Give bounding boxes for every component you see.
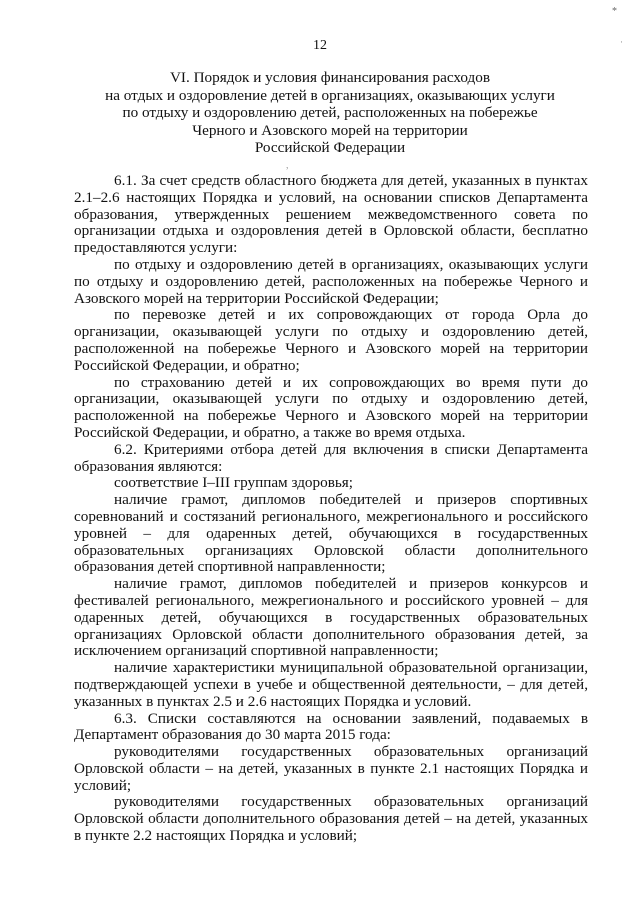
paragraph: по перевозке детей и их сопровождающих от города Орла до организации, оказывающей услуги по отдыху и оздоровлению детей, расположенной на побережье Черного и Азовского морей на территории Российской Федерации, и обратно; [74, 306, 588, 374]
paragraph: руководителями государственных образовательных организаций Орловской области – на детей, указанных в пункте 2.1 настоящих Порядка и условий; [74, 743, 588, 794]
paragraph: наличие характеристики муниципальной образовательной организации, подтверждающей успехи в учебе и общественной деятельности, – для детей, указанных в пунктах 2.5 и 2.6 настоящих Порядка и условий. [74, 659, 588, 710]
page-number: 12 [313, 38, 327, 53]
heading-line: Черного и Азовского морей на территории [192, 121, 468, 139]
section-heading [95, 69, 565, 157]
paragraph: руководителями государственных образовательных организаций Орловской области дополнительного образования детей – на детей, указанных в пункте 2.2 настоящих Порядка и условий; [74, 793, 588, 845]
paragraph: по отдыху и оздоровлению детей в организациях, оказывающих услуги по отдыху и оздоровлению детей, расположенных на побережье Черного и Азовского морей на территории Российской Федерации; [74, 255, 588, 307]
paragraph: 6.3. Списки составляются на основании заявлений, подаваемых в Департамент образования до 30 марта 2015 года: [74, 709, 588, 744]
paragraph: наличие грамот, дипломов победителей и призеров спортивных соревнований и состязаний регионального, межрегионального и российского уровней – для одаренных детей, обучающихся в государственных образовательных организациях Орловской области дополнительного образования детей спортивной направленности; [74, 491, 588, 576]
paragraph: 6.1. За счет средств областного бюджета для детей, указанных в пунктах 2.1–2.6 настоящих Порядка и условий, на основании списков Департамента образования, утвержденных решением межведомственного совета по организации отдыха и оздоровления детей в Орловской области, бесплатно предоставляются услуги: [74, 172, 588, 257]
heading-line: Российской Федерации [254, 139, 406, 157]
heading-line: по отдыху и оздоровлению детей, расположенных на побережье [122, 104, 538, 122]
paragraph: 6.2. Критериями отбора детей для включения в списки Департамента образования являются: [74, 440, 588, 475]
scan-mark: * [612, 6, 617, 17]
paragraph: по страхованию детей и их сопровождающих во время пути до организации, оказывающей услуги по отдыху и оздоровлению детей, расположенной на побережье Черного и Азовского морей на территории Российской Федерации, и обратно, а также во время отдыха. [74, 373, 588, 441]
heading-line: VI. Порядок и условия финансирования расходов [169, 69, 491, 86]
heading-line: на отдых и оздоровление детей в организациях, оказывающих услуги [105, 86, 555, 104]
scan-mark: , [286, 160, 289, 171]
paragraph: соответствие I–III группам здоровья; [114, 474, 354, 492]
paragraph: наличие грамот, дипломов победителей и призеров конкурсов и фестивалей регионального, межрегионального и российского уровней – для одаренных детей, обучающихся в государственных образовательных организациях Орловской области дополнительного образования детей, за исключением организаций спортивной направленности; [74, 575, 588, 660]
document-body [74, 173, 588, 845]
scan-mark: · [620, 37, 623, 47]
